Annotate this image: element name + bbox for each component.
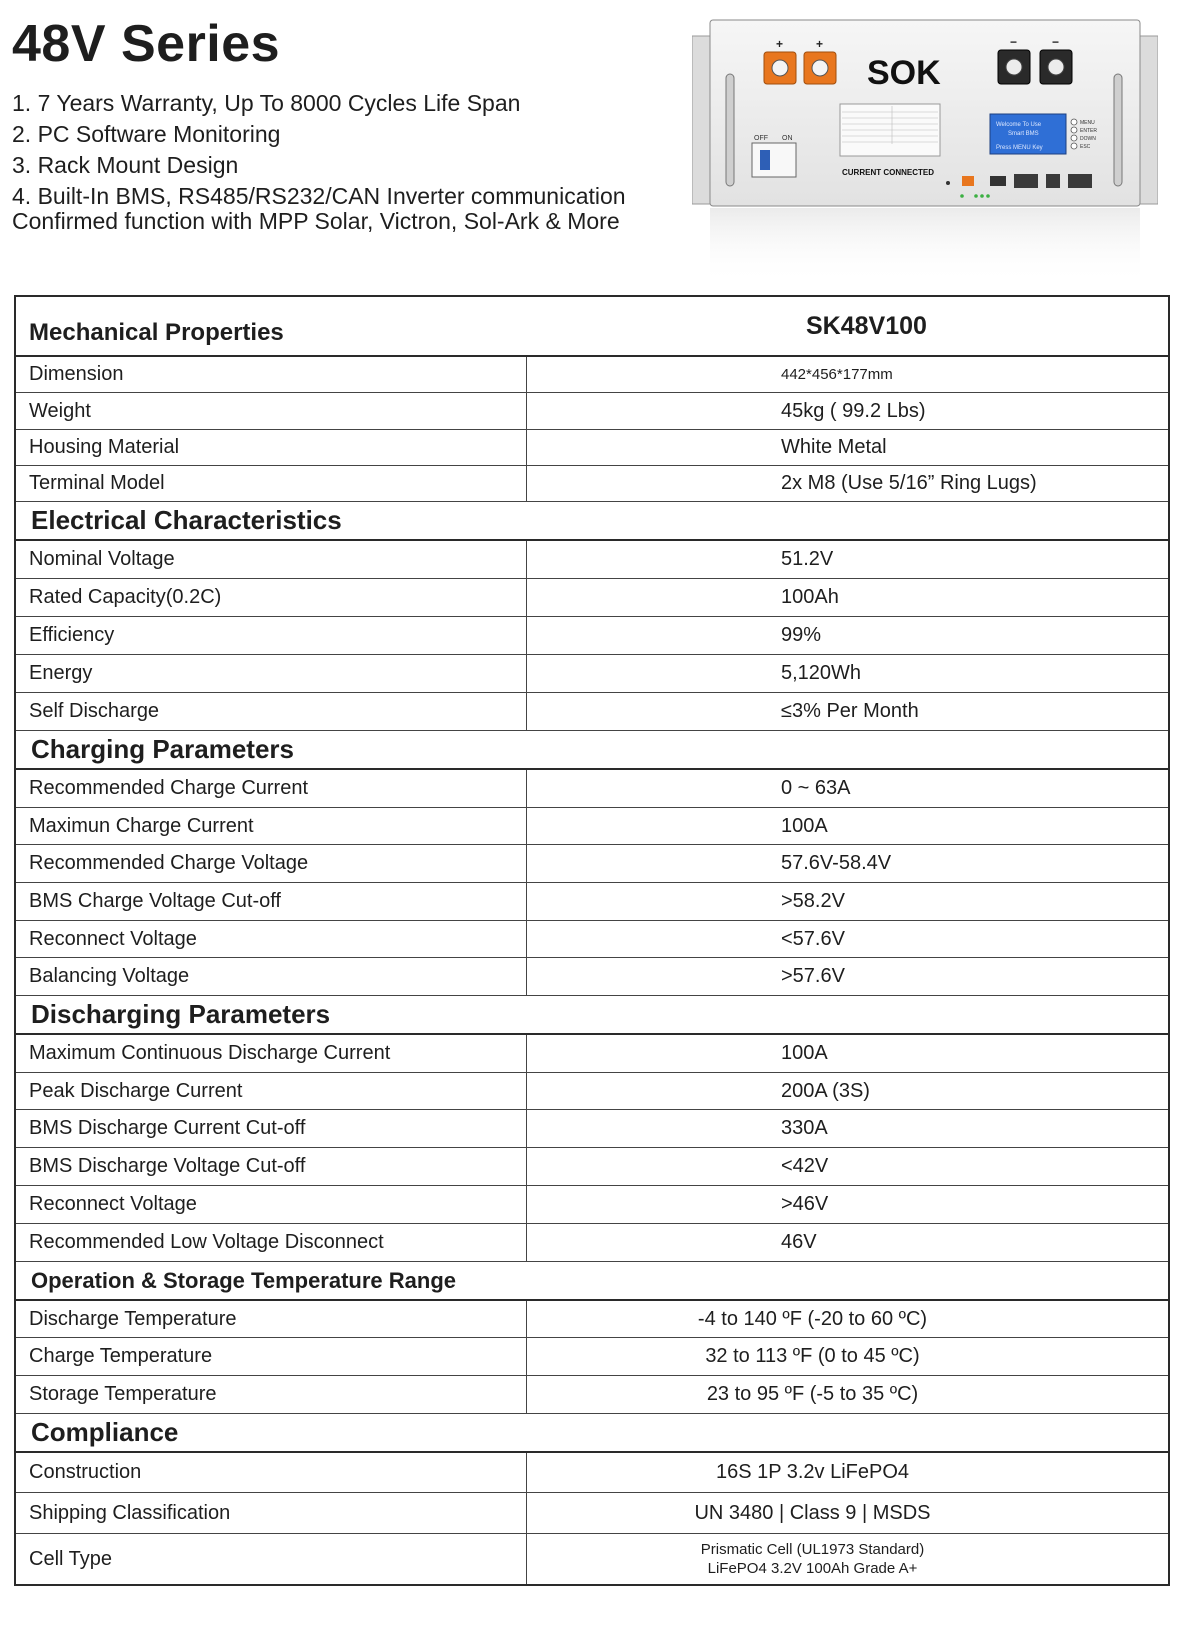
- rs485-port: [1014, 174, 1038, 188]
- table-row: [16, 1534, 1168, 1584]
- table-row: [16, 921, 1168, 958]
- row-label: Shipping Classification: [16, 1493, 527, 1533]
- plus-sign: +: [776, 37, 784, 51]
- button-esc-label: ESC: [1080, 144, 1091, 150]
- table-row: [16, 541, 1168, 579]
- cell-type-line: LiFePO4 3.2V 100Ah Grade A+: [707, 1560, 918, 1577]
- table-row: [16, 808, 1168, 845]
- reflection: [710, 208, 1140, 284]
- row-label: Peak Discharge Current: [16, 1073, 527, 1109]
- row-value: 100A: [781, 814, 828, 837]
- row-label: Self Discharge: [16, 693, 527, 730]
- row-value: 99%: [781, 624, 822, 646]
- feature-item: 4. Built-In BMS, RS485/RS232/CAN Inverter communication: [12, 183, 626, 209]
- row-value: UN 3480 | Class 9 | MSDS: [694, 1501, 931, 1524]
- rs485-can-port: [1068, 174, 1092, 188]
- row-label: Construction: [16, 1453, 527, 1492]
- table-row: [16, 1301, 1168, 1338]
- row-label: Storage Temperature: [16, 1376, 527, 1413]
- feature-list: [12, 88, 626, 237]
- table-row: [16, 393, 1168, 430]
- table-row: [16, 1493, 1168, 1534]
- row-value: ≤3% Per Month: [781, 700, 919, 722]
- row-label: Charge Temperature: [16, 1338, 527, 1375]
- row-value: 200A (3S): [781, 1079, 870, 1102]
- table-row: [16, 617, 1168, 655]
- row-label: Terminal Model: [16, 466, 527, 501]
- lcd-line: Press MENU Key: [996, 145, 1043, 151]
- row-label: Dimension: [16, 357, 527, 392]
- handle-left: [726, 74, 734, 186]
- brand-logo: SOK: [867, 54, 941, 92]
- row-value: 57.6V-58.4V: [781, 852, 892, 874]
- row-label: Reconnect Voltage: [16, 921, 527, 957]
- table-row: [16, 1148, 1168, 1186]
- table-row: [16, 1035, 1168, 1073]
- row-value: 32 to 113 ºF (0 to 45 ºC): [705, 1345, 920, 1367]
- row-label: BMS Charge Voltage Cut-off: [16, 883, 527, 920]
- table-row: [16, 1186, 1168, 1224]
- table-row: [16, 958, 1168, 996]
- row-value: White Metal: [781, 436, 887, 458]
- row-value: >46V: [781, 1193, 829, 1215]
- row-label: Balancing Voltage: [16, 958, 527, 995]
- row-value: 100A: [781, 1042, 828, 1064]
- table-row: [16, 466, 1168, 502]
- table-row: [16, 1338, 1168, 1376]
- table-row: [16, 1073, 1168, 1110]
- circuit-breaker: [752, 143, 796, 177]
- table-row: [16, 693, 1168, 731]
- row-label: Cell Type: [16, 1534, 527, 1584]
- section-heading-electrical: Electrical Characteristics: [16, 502, 1168, 541]
- row-label: Recommended Charge Voltage: [16, 845, 527, 882]
- feature-item: 3. Rack Mount Design: [12, 152, 239, 178]
- cell-type-line: Prismatic Cell (UL1973 Standard): [700, 1541, 925, 1558]
- table-row: [16, 579, 1168, 617]
- feature-item: Confirmed function with MPP Solar, Victron, Sol-Ark & More: [12, 208, 620, 234]
- row-value: >58.2V: [781, 890, 845, 912]
- rs232-port: [1046, 174, 1060, 188]
- current-connected-badge: CURRENT CONNECTED: [842, 168, 934, 177]
- row-label: Energy: [16, 655, 527, 692]
- section-heading-charging: Charging Parameters: [16, 731, 1168, 770]
- table-row: [16, 770, 1168, 808]
- row-label: Discharge Temperature: [16, 1301, 527, 1337]
- battery-product-image: [692, 18, 1158, 286]
- row-label: Housing Material: [16, 430, 527, 465]
- row-label: Maximum Continuous Discharge Current: [16, 1035, 527, 1072]
- row-value: 330A: [781, 1117, 828, 1139]
- lcd-line: Welcome To Use: [996, 122, 1042, 128]
- table-row: [16, 1110, 1168, 1148]
- row-label: Recommended Charge Current: [16, 770, 527, 807]
- dip-switch: [962, 176, 974, 186]
- minus-sign: −: [1052, 35, 1060, 49]
- table-row: [16, 1224, 1168, 1262]
- button-down-label: DOWN: [1080, 136, 1096, 142]
- row-label: Nominal Voltage: [16, 541, 527, 578]
- row-label: BMS Discharge Current Cut-off: [16, 1110, 527, 1147]
- row-value: 45kg ( 99.2 Lbs): [781, 399, 926, 422]
- table-row: [16, 845, 1168, 883]
- row-label: Maximun Charge Current: [16, 808, 527, 844]
- table-row: [16, 655, 1168, 693]
- section-heading-compliance: Compliance: [16, 1414, 1168, 1453]
- row-label: Rated Capacity(0.2C): [16, 579, 527, 616]
- dry-contact-port: [990, 176, 1006, 186]
- button-menu-label: MENU: [1080, 120, 1095, 126]
- breaker-off-label: OFF: [754, 135, 768, 142]
- row-label: BMS Discharge Voltage Cut-off: [16, 1148, 527, 1185]
- row-value: 442*456*177mm: [781, 366, 893, 383]
- section-heading-temperature: Operation & Storage Temperature Range: [16, 1262, 1168, 1301]
- row-value: 2x M8 (Use 5/16” Ring Lugs): [781, 472, 1037, 494]
- row-value: 23 to 95 ºF (-5 to 35 ºC): [706, 1383, 919, 1405]
- row-label: Weight: [16, 393, 527, 429]
- row-value: >57.6V: [781, 965, 845, 987]
- table-header: [16, 297, 1168, 357]
- section-heading-discharging: Discharging Parameters: [16, 996, 1168, 1035]
- row-value: [527, 1534, 1168, 1584]
- row-value: 100Ah: [781, 586, 839, 608]
- row-value: 16S 1P 3.2v LiFePO4: [715, 1461, 910, 1483]
- breaker-on-label: ON: [782, 135, 793, 142]
- row-value: <57.6V: [781, 927, 845, 950]
- plus-sign: +: [816, 37, 824, 51]
- row-value: 5,120Wh: [781, 662, 862, 684]
- minus-sign: −: [1010, 35, 1018, 49]
- row-label: Reconnect Voltage: [16, 1186, 527, 1223]
- row-value: 51.2V: [781, 548, 834, 570]
- row-value: 46V: [781, 1231, 817, 1253]
- table-row: [16, 430, 1168, 466]
- row-value: 0 ~ 63A: [781, 777, 851, 799]
- lcd-line: Smart BMS: [1008, 131, 1039, 137]
- table-row: [16, 883, 1168, 921]
- row-value: <42V: [781, 1155, 829, 1177]
- table-row: [16, 357, 1168, 393]
- feature-item: 2. PC Software Monitoring: [12, 121, 281, 147]
- button-enter-label: ENTER: [1080, 128, 1097, 134]
- row-label: Efficiency: [16, 617, 527, 654]
- table-row: [16, 1376, 1168, 1414]
- model-name: SK48V100: [806, 311, 927, 340]
- row-label: Recommended Low Voltage Disconnect: [16, 1224, 527, 1261]
- page-title: 48V Series: [12, 15, 281, 73]
- handle-right: [1114, 74, 1122, 186]
- row-value: -4 to 140 ºF (-20 to 60 ºC): [697, 1307, 928, 1330]
- mechanical-properties-heading: Mechanical Properties: [29, 319, 284, 346]
- spec-table: [14, 295, 1170, 1586]
- table-row: [16, 1453, 1168, 1493]
- feature-item: 1. 7 Years Warranty, Up To 8000 Cycles Life Span: [12, 90, 521, 116]
